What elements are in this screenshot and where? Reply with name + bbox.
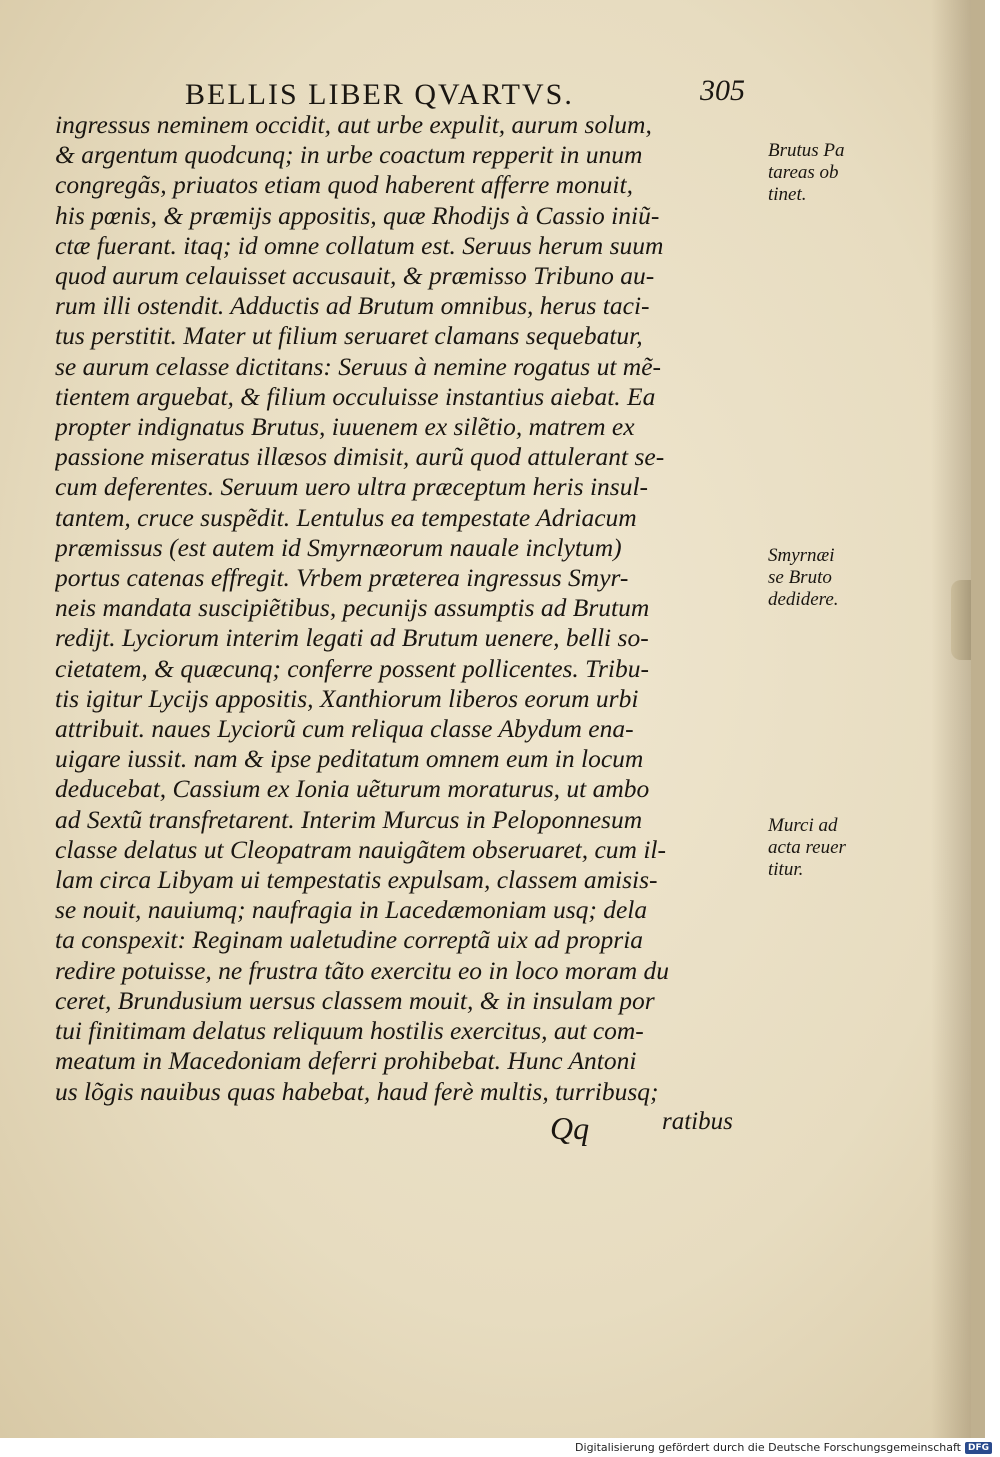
text-line: rum illi ostendit. Adductis ad Brutum omnibus, herus taci-: [55, 291, 650, 321]
text-line: se aurum celasse dictitans: Seruus à nemine rogatus ut mẽ-: [55, 351, 662, 381]
text-line: tui finitimam delatus reliquum hostilis exercitus, aut com-: [55, 1016, 644, 1046]
text-line: propter indignatus Brutus, iuuenem ex silẽtio, matrem ex: [55, 412, 635, 442]
text-line: portus catenas effregit. Vrbem præterea ingressus Smyr-: [55, 563, 629, 593]
margin-note-line: titur.: [768, 859, 804, 880]
text-line: classe delatus ut Cleopatram nauigãtem obseruaret, cum il-: [55, 834, 666, 864]
text-line: attribuit. naues Lyciorũ cum reliqua classe Abydum ena-: [55, 714, 634, 744]
text-line: ctæ fuerant. itaq; id omne collatum est. Seruus herum suum: [55, 230, 664, 260]
margin-note-brutus: [768, 140, 878, 206]
margin-note-line: tareas ob: [768, 162, 839, 183]
margin-note-murci: [768, 815, 878, 881]
text-line: præmissus (est autem id Smyrnæorum nauale inclytum): [55, 532, 622, 562]
text-line: neis mandata suscipiẽtibus, pecunijs assumptis ad Brutum: [55, 593, 650, 623]
margin-note-line: acta reuer: [768, 837, 846, 858]
margin-note-line: Murci ad: [768, 815, 838, 836]
text-line: tis igitur Lycijs appositis, Xanthiorum liberos eorum urbi: [55, 683, 639, 713]
text-line: meatum in Macedoniam deferri prohibebat. Hunc Antoni: [55, 1046, 637, 1076]
text-line: se nouit, nauiumq; naufragia in Lacedæmoniam usq; dela: [55, 895, 648, 925]
text-line: us lõgis nauibus quas habebat, haud ferè multis, turribusq;: [55, 1076, 659, 1106]
text-line: & argentum quodcunq; in urbe coactum repperit in unum: [55, 140, 643, 170]
margin-note-line: se Bruto: [768, 567, 832, 588]
text-line: deducebat, Cassium ex Ionia uẽturum moraturus, ut ambo: [55, 774, 650, 804]
catchword: ratibus: [662, 1108, 733, 1135]
text-line: tientem arguebat, & filium occuluisse instantius aiebat. Ea: [55, 381, 656, 411]
margin-note-line: tinet.: [768, 184, 807, 205]
text-line: his pœnis, & præmijs appositis, quæ Rhodijs à Cassio iniũ-: [55, 200, 660, 230]
text-line: uigare iussit. nam & ipse peditatum omnem eum in locum: [55, 744, 644, 774]
footer-credit-text: Digitalisierung gefördert durch die Deutsche Forschungsgemeinschaft: [575, 1441, 961, 1454]
margin-note-line: Brutus Pa: [768, 140, 845, 161]
folio-number: 305: [700, 74, 745, 107]
text-line: redijt. Lyciorum interim legati ad Brutum uenere, belli so-: [55, 623, 649, 653]
text-line: ingressus neminem occidit, aut urbe expulit, aurum solum,: [55, 110, 652, 139]
signature-mark: Qq: [550, 1110, 590, 1146]
text-line: ta conspexit: Reginam ualetudine correptã uix ad propria: [55, 925, 644, 955]
text-line: ceret, Brundusium uersus classem mouit, & in insulam por: [55, 985, 655, 1015]
text-line: lam circa Libyam ui tempestatis expulsam, classem amisis-: [55, 865, 658, 895]
text-line: ad Sextũ transfretarent. Interim Murcus in Peloponnesum: [55, 804, 643, 834]
margin-note-line: dedidere.: [768, 589, 839, 610]
text-line: tantem, cruce suspẽdit. Lentulus ea tempestate Adriacum: [55, 502, 637, 532]
text-line: tus perstitit. Mater ut filium seruaret clamans sequebatur,: [55, 321, 643, 351]
page-edge-tab: [951, 580, 971, 660]
footer-credit: [575, 1438, 992, 1457]
margin-note-smyrnaei: [768, 545, 878, 611]
dfg-logo: DFG: [965, 1442, 992, 1454]
text-line: passione miseratus illæsos dimisit, aurũ quod attulerant se-: [55, 442, 665, 472]
body-text: [55, 110, 765, 1107]
text-line: quod aurum celauisset accusauit, & præmisso Tribuno au-: [55, 261, 655, 291]
running-head: BELLIS LIBER QVARTVS.: [185, 78, 574, 111]
margin-note-line: Smyrnæi: [768, 545, 835, 566]
text-line: cum deferentes. Seruum uero ultra præceptum heris insul-: [55, 472, 649, 502]
text-line: redire potuisse, ne frustra tãto exercitu eo in loco moram du: [55, 955, 670, 985]
page-gutter-shadow: [931, 0, 971, 1438]
text-line: congregãs, priuatos etiam quod haberent afferre monuit,: [55, 170, 633, 200]
text-line: cietatem, & quæcunq; conferre possent pollicentes. Tribu-: [55, 653, 649, 683]
